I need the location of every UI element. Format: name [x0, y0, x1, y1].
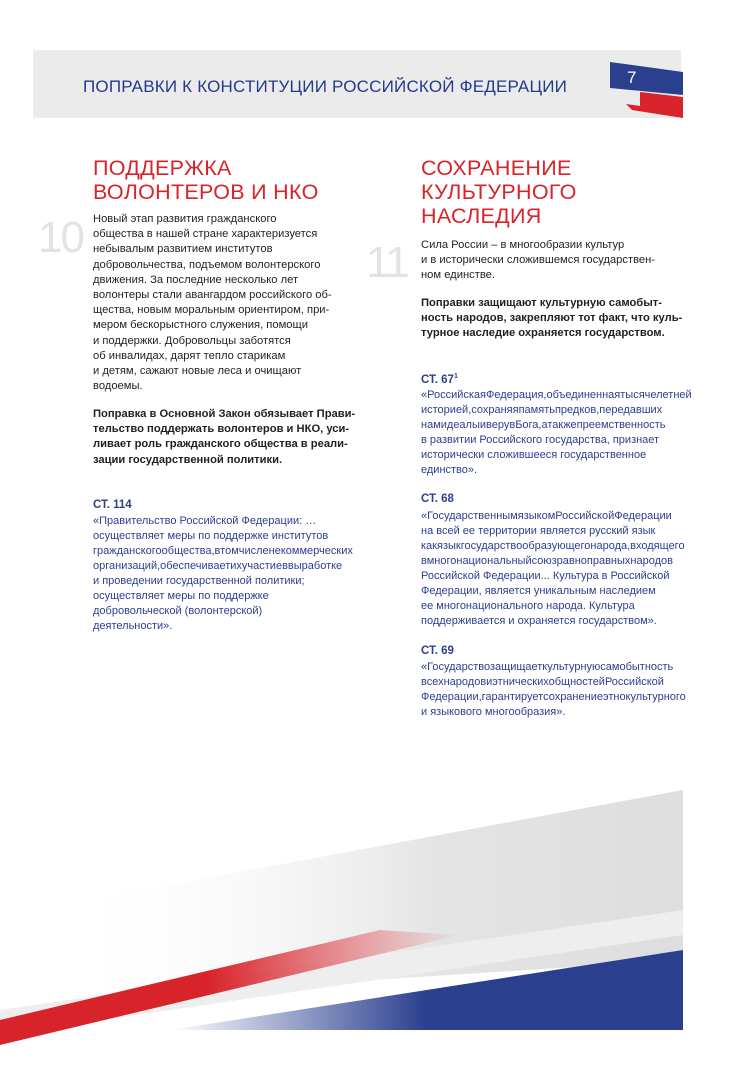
- flag-ribbon: [0, 0, 732, 140]
- article-quote: «РоссийскаяФедерация,объединеннаятысячелетней историей,сохраняяпамятьпредков,передавших намидеалыиверувБога,атакжепреемственность в развитии Российского государства, признает исторически сложившееся государственное единство».: [421, 389, 692, 476]
- article-quote: «ГосударственнымязыкомРоссийскойФедерации на всей ее территории является русский язык какязыкгосударствообразующегонарода,входящего вмногонациональныйсоюзравноправныхнародов Российской Федерации... Культура в Российской Федерации, является уникальным наследием ее многонационального народа. Культура поддерживается и охраняется государством».: [421, 510, 685, 627]
- section-body-right: Сила России – в многообразии культур и в исторически сложившемся государствен- ном единстве.: [421, 239, 656, 282]
- section-title-line: КУЛЬТУРНОГО: [421, 180, 577, 204]
- section-bold-left: Поправка в Основной Закон обязывает Прави- тельство поддержать волонтеров и НКО, уси- ливает роль гражданского общества в реали- зации государственной политики.: [93, 408, 356, 466]
- section-title-line: ВОЛОНТЕРОВ И НКО: [93, 180, 319, 204]
- article-heading-text: СТ. 67: [421, 373, 454, 386]
- article-heading: [421, 373, 458, 386]
- section-body-left: Новый этап развития гражданского общества в нашей стране характеризуется небывалым развитием институтов добровольчества, подъемом волонтерского движения. За последние несколько лет волонтеры стали авангардом российского об- щества, новым моральным ориентиром, при- мером бескорыстного служения, помощи и поддержки. Добровольцы заботятся об инвалидах, дарят тепло старикам и детям, сажают новые леса и очищают водоемы.: [93, 213, 332, 393]
- section-title-line: СОХРАНЕНИЕ: [421, 156, 572, 180]
- article-heading: СТ. 68: [421, 493, 454, 505]
- article-quote: «Правительство Российской Федерации: … осуществляет меры по поддержке институтов гражданскогообщества,втомчисленекоммерческих организаций,обеспечиваетихучастиеввыработке и проведении государственной политики; осуществляет меры по поддержке добровольческой (волонтерской) деятельности».: [93, 515, 353, 632]
- header-title: ПОПРАВКИ К КОНСТИТУЦИИ РОССИЙСКОЙ ФЕДЕРАЦИИ: [83, 77, 568, 96]
- article-heading: СТ. 69: [421, 645, 454, 657]
- bottom-decoration: [0, 780, 732, 1080]
- page-number: 7: [627, 68, 637, 87]
- section-title-line: НАСЛЕДИЯ: [421, 204, 542, 228]
- section-bold-right: Поправки защищают культурную самобыт- ность народов, закрепляют тот факт, что куль- турное наследие охраняется государством.: [421, 297, 683, 340]
- article-quote: «Государствозащищаеткультурнуюсамобытность всехнародовиэтническихобщностейРоссийской Федерации,гарантируетсохранениеэтнокультурного и языкового многообразия».: [421, 661, 686, 718]
- section-title-left: [93, 156, 319, 204]
- article-heading-sup: 1: [453, 373, 458, 380]
- section-title-right: [421, 156, 577, 228]
- section-number-right: 11: [366, 238, 408, 287]
- flag-blue-stripe: [610, 62, 683, 95]
- article-heading: СТ. 114: [93, 499, 132, 511]
- section-number-left: 10: [38, 213, 83, 262]
- section-title-line: ПОДДЕРЖКА: [93, 156, 232, 180]
